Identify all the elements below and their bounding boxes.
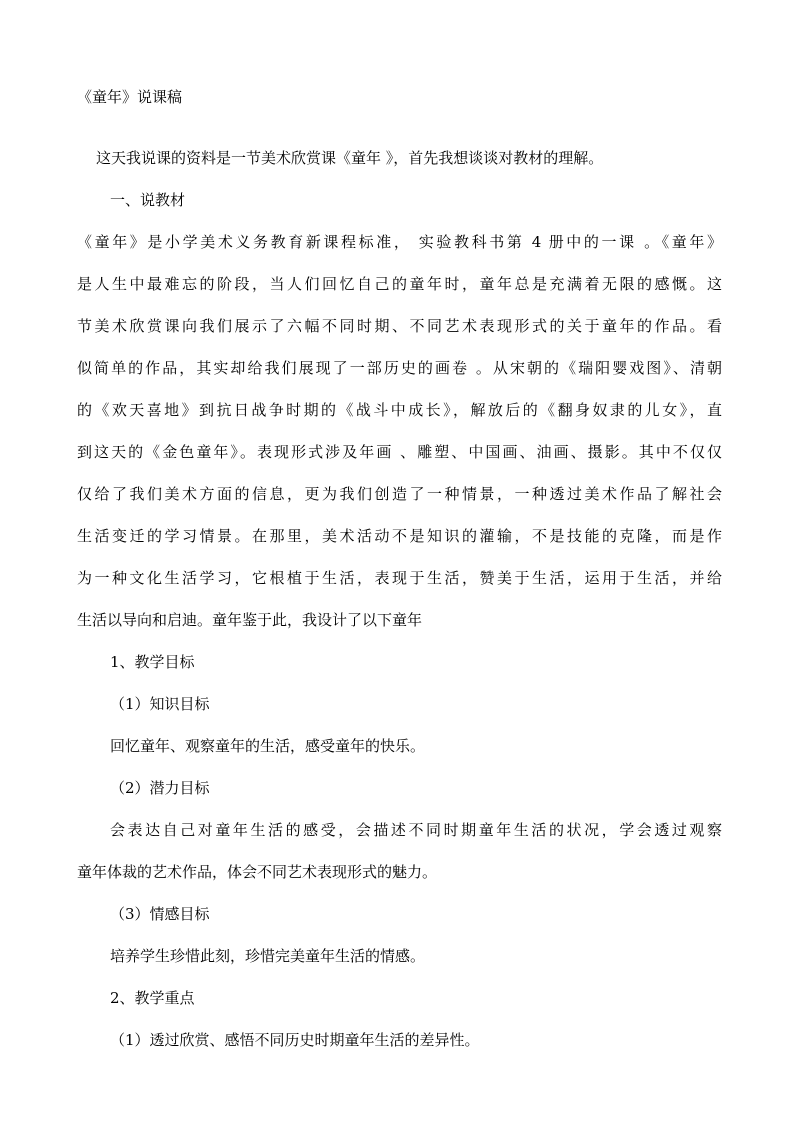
document-title: 《童年》说课稿 bbox=[77, 88, 183, 106]
emotion-goal-text: 培养学生珍惜此刻，珍惜完美童年生活的情感。 bbox=[110, 947, 426, 965]
paragraph-line: 为一种文化生活学习，它根植于生活，表现于生活，赞美于生活，运用于生活，并给 bbox=[77, 569, 722, 587]
emotion-goal-heading: （3）情感目标 bbox=[110, 905, 210, 923]
intro-paragraph: 这天我说课的资料是一节美术欣赏课《童年 》，首先我想谈谈对教材的理解。 bbox=[96, 149, 604, 167]
paragraph-line: 是人生中最难忘的阶段，当人们回忆自己的童年时，童年总是充满着无限的感慨。这 bbox=[77, 275, 722, 293]
paragraph-line: 的《欢天喜地》到抗日战争时期的《战斗中成长》，解放后的《翻身奴隶的儿女》，直 bbox=[77, 401, 722, 419]
key-points-heading: 2、教学重点 bbox=[110, 989, 195, 1007]
ability-goal-line: 会表达自己对童年生活的感受，会描述不同时期童年生活的状况，学会透过观察 bbox=[110, 821, 722, 839]
teaching-goals-heading: 1、教学目标 bbox=[110, 653, 195, 671]
paragraph-line: 似简单的作品，其实却给我们展现了一部历史的画卷 。从宋朝的《瑞阳婴戏图》、清朝 bbox=[77, 359, 722, 377]
section-heading-teaching-material: 一、说教材 bbox=[110, 191, 186, 209]
knowledge-goal-text: 回忆童年、观察童年的生活，感受童年的快乐。 bbox=[110, 737, 426, 755]
paragraph-line: 到这天的《金色童年》。表现形式涉及年画 、雕塑、中国画、油画、摄影。其中不仅仅 bbox=[77, 443, 722, 461]
paragraph-line: 生活以导向和启迪。童年鉴于此，我设计了以下童年 bbox=[77, 611, 423, 629]
key-point-item: （1）透过欣赏、感悟不同历史时期童年生活的差异性。 bbox=[110, 1031, 480, 1049]
ability-goal-line: 童年体裁的艺术作品，体会不同艺术表现形式的魅力。 bbox=[77, 863, 438, 881]
ability-goal-heading: （2）潜力目标 bbox=[110, 779, 210, 797]
paragraph-line: 节美术欣赏课向我们展示了六幅不同时期、不同艺术表现形式的关于童年的作品。看 bbox=[77, 317, 722, 335]
paragraph-line: 《童年》是小学美术义务教育新课程标准， 实验教科书第 4 册中的一课 。《童年》 bbox=[77, 233, 722, 251]
paragraph-line: 生活变迁的学习情景。在那里，美术活动不是知识的灌输，不是技能的克隆，而是作 bbox=[77, 527, 722, 545]
knowledge-goal-heading: （1）知识目标 bbox=[110, 695, 210, 713]
paragraph-line: 仅给了我们美术方面的信息，更为我们创造了一种情景，一种透过美术作品了解社会 bbox=[77, 485, 722, 503]
